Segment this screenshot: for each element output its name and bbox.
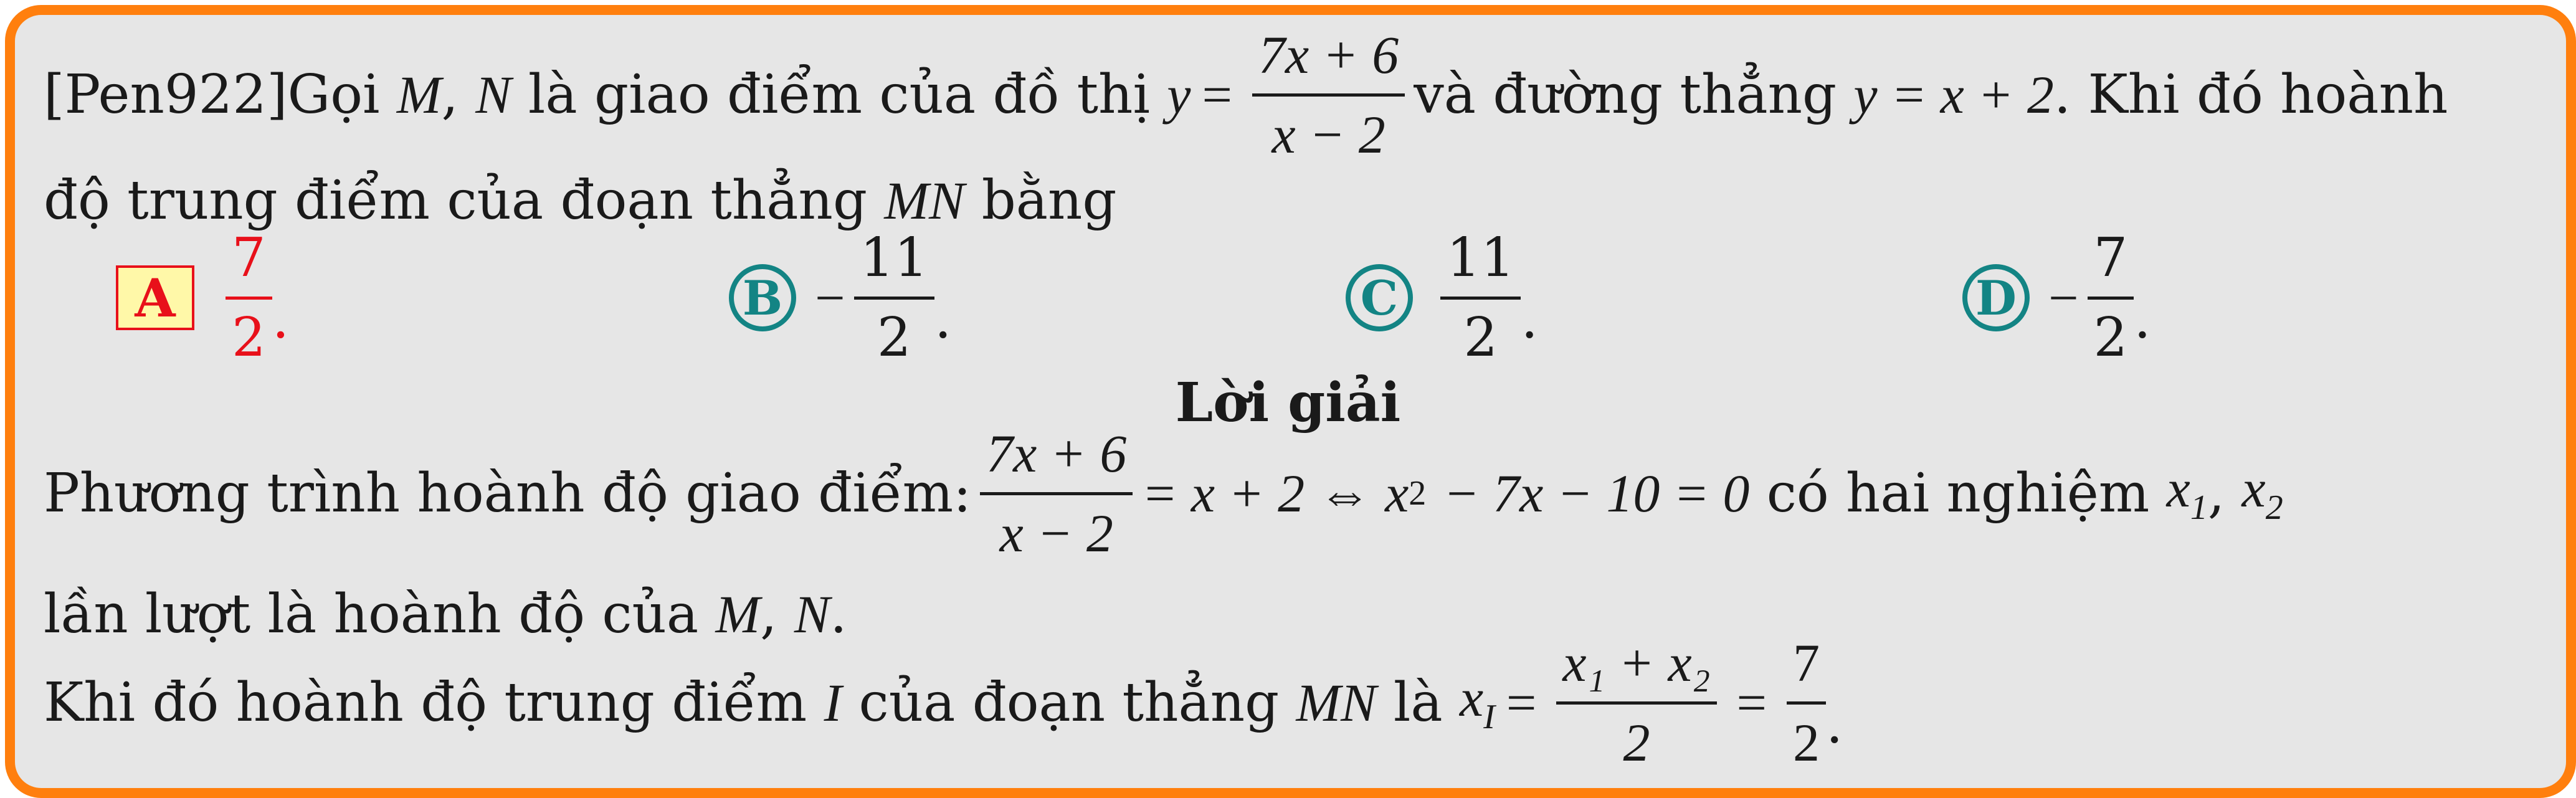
option-c-fraction [1440,227,1521,369]
fraction-bar [1440,297,1521,300]
period: . [1826,693,1843,756]
solution-title: Lời giải [1175,371,1401,434]
option-c[interactable] [1346,227,1538,369]
y-variable: y [1167,65,1191,125]
question-text: Gọi [287,64,380,126]
option-b-fraction [854,227,934,369]
fraction-denominator: x − 2 [999,503,1113,563]
option-d[interactable] [1962,227,2151,369]
option-d-denominator: 2 [2093,306,2128,369]
question-text: và đường thẳng [1414,64,1837,126]
fraction-numerator: 7x + 6 [1258,25,1399,85]
equation-part: − 7x − 10 = 0 [1443,463,1750,523]
option-c-numerator: 11 [1447,227,1515,290]
option-d-fraction [2088,227,2134,369]
option-d-badge[interactable]: D [1962,264,2030,331]
question-id: [Pen922] [44,64,288,126]
solution-fraction [980,425,1133,561]
option-d-numerator: 7 [2093,227,2128,290]
comma: , [760,583,777,645]
option-a-denominator: 2 [232,306,266,369]
point-n: N [794,584,830,644]
root-x2 [2241,458,2283,527]
option-b-badge[interactable]: B [729,264,796,331]
question-text: bằng [981,169,1117,232]
option-b[interactable] [729,227,952,369]
point-m: M [396,65,442,125]
option-b-sign: − [815,268,845,328]
equation-part: = x + 2 ⇔ x [1141,463,1409,523]
segment-mn: MN [1296,673,1377,733]
point-n: N [475,65,511,125]
question-line-2 [44,169,1116,232]
solution-text: Phương trình hoành độ giao điểm: [44,462,972,525]
fraction-numerator: 7 [1793,633,1820,693]
midpoint-fraction [1556,635,1716,771]
fraction-numerator: x₁ + x₂ [1562,633,1711,693]
function-fraction [1252,27,1405,163]
equals-sign: = [1506,673,1537,733]
option-b-numerator: 11 [860,227,928,290]
fraction-bar [1252,93,1405,97]
fraction-denominator: 2 [1623,712,1650,772]
option-c-badge[interactable]: C [1346,264,1413,331]
solution-text: có hai nghiệm [1766,462,2150,525]
exponent: 2 [1409,474,1427,513]
question-text: là giao điểm của đồ thị [528,64,1150,126]
option-d-period: . [2134,288,2151,351]
equals-sign: = [1202,65,1232,125]
question-text: . Khi đó hoành [2053,64,2448,126]
period: . [830,583,847,645]
option-a[interactable] [116,227,290,369]
option-a-fraction [226,227,272,369]
line-equation: y = x + 2 [1853,65,2054,125]
comma: , [2207,462,2225,525]
solution-text: là [1393,672,1443,734]
subscript: 2 [2265,488,2283,527]
solution-text: lần lượt là hoành độ của [44,583,699,645]
solution-text: Khi đó hoành độ trung điểm [44,672,807,734]
option-b-period: . [934,288,952,351]
fraction-bar [854,297,934,300]
fraction-bar [1787,701,1826,705]
point-m: M [715,584,761,644]
solution-line-3 [44,633,1843,772]
x-symbol: x [1460,668,1484,728]
option-a-badge[interactable]: A [116,265,194,330]
root-x1 [2166,458,2208,527]
x-symbol: x [2241,458,2266,518]
fraction-bar [1556,701,1716,705]
option-a-period: . [272,288,290,351]
equals-sign: = [1736,673,1767,733]
option-b-denominator: 2 [877,306,911,369]
solution-line-2 [44,583,847,645]
solution-line-1 [44,424,2283,563]
comma: , [441,64,459,126]
segment-mn: MN [884,171,965,230]
option-c-period: . [1521,288,1538,351]
fraction-denominator: 2 [1793,712,1820,772]
option-d-sign: − [2048,268,2079,328]
x-symbol: x [2166,458,2190,518]
fraction-bar [2088,297,2134,300]
midpoint-x [1460,668,1495,736]
fraction-denominator: x − 2 [1271,104,1385,164]
option-c-denominator: 2 [1463,306,1498,369]
question-line-1 [44,25,2448,164]
question-text: độ trung điểm của đoạn thẳng [44,169,867,232]
point-i: I [824,673,842,733]
subscript: I [1483,698,1495,736]
fraction-bar [980,492,1133,495]
option-a-numerator: 7 [232,227,266,290]
fraction-bar [226,297,272,300]
fraction-numerator: 7x + 6 [986,424,1127,484]
result-fraction [1787,635,1826,771]
solution-text: của đoạn thẳng [858,672,1280,734]
subscript: 1 [2190,488,2208,527]
